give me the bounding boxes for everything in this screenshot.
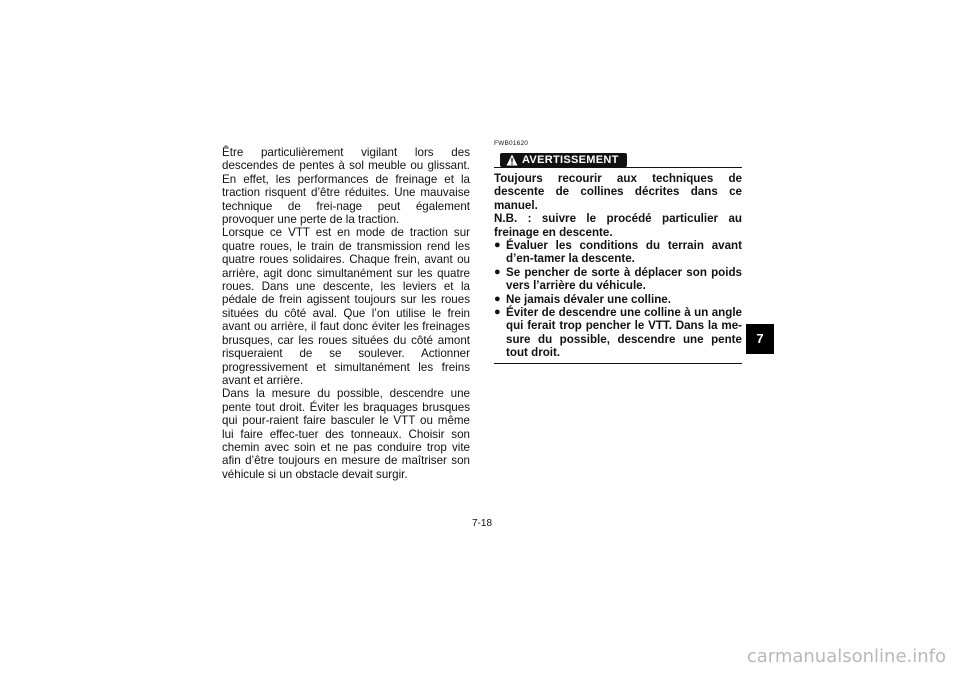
warning-list [494, 239, 742, 360]
chapter-tab: 7 [746, 324, 774, 354]
warning-body [494, 172, 742, 360]
warning-code: FWB01620 [494, 140, 529, 147]
warning-note: N.B. : suivre le procédé particulier au freinage en descente. [494, 212, 742, 239]
warning-header [494, 151, 742, 169]
paragraph-four-wheel-braking: Lorsque ce VTT est en mode de traction sur quatre roues, le train de transmission rend les quatre roues solidaires. Chaque frein, avant ou arrière, agit donc simultanément sur les quatre roues. Dans une descente, les leviers et la pédale de frein agissent toujours sur les roues situées du côté aval. Que l’on utilise le frein avant ou arrière, il faut donc éviter les freinages brusques, car les roues situées du côté amont risqueraient de se soulever. Actionner progressivement et simultanément les freins avant et arrière. [222, 226, 470, 387]
bullet-icon: ● [494, 265, 501, 278]
list-item-text: Évaluer les conditions du terrain avant d’en-tamer la descente. [506, 239, 742, 266]
warning-label-text: AVERTISSEMENT [522, 154, 619, 166]
warning-box [494, 140, 742, 364]
warning-top-rule [494, 167, 742, 168]
list-item-text: Se pencher de sorte à déplacer son poids vers l’arrière du véhicule. [506, 265, 742, 293]
list-item [494, 293, 742, 306]
bullet-icon: ● [494, 292, 501, 305]
paragraph-descent-caution: Être particulièrement vigilant lors des descendes de pentes à sol meuble ou glissant. En effet, les performances de freinage et la traction risquent d’être réduites. Une mauvaise technique de frei-nage peut également provoquer une perte de la traction. [222, 146, 470, 227]
watermark: carmanualsonline.info [746, 646, 946, 667]
warning-triangle-icon [506, 154, 518, 166]
list-item-text: Éviter de descendre une colline à un angle qui ferait trop pencher le VTT. Dans la me-sure du possible, descendre une pente tout droit. [506, 306, 742, 360]
warning-intro: Toujours recourir aux techniques de descente de collines décrites dans ce manuel. [494, 172, 742, 212]
body-text-column [222, 146, 470, 481]
list-item [494, 306, 742, 360]
warning-bottom-rule [494, 363, 742, 364]
list-item-text: Ne jamais dévaler une colline. [506, 292, 671, 306]
list-item [494, 266, 742, 293]
list-item [494, 239, 742, 266]
bullet-icon: ● [494, 306, 501, 319]
warning-label-badge [500, 153, 627, 167]
page-number: 7-18 [471, 518, 492, 529]
bullet-icon: ● [494, 239, 501, 252]
paragraph-straight-descent: Dans la mesure du possible, descendre une pente tout droit. Éviter les braquages brusques qui pour-raient faire basculer le VTT ou même lui faire effec-tuer des tonneaux. Choisir son chemin avec soin et ne pas conduire trop vite afin d’être toujours en mesure de maîtriser son véhicule si un obstacle devait surgir. [222, 387, 470, 481]
